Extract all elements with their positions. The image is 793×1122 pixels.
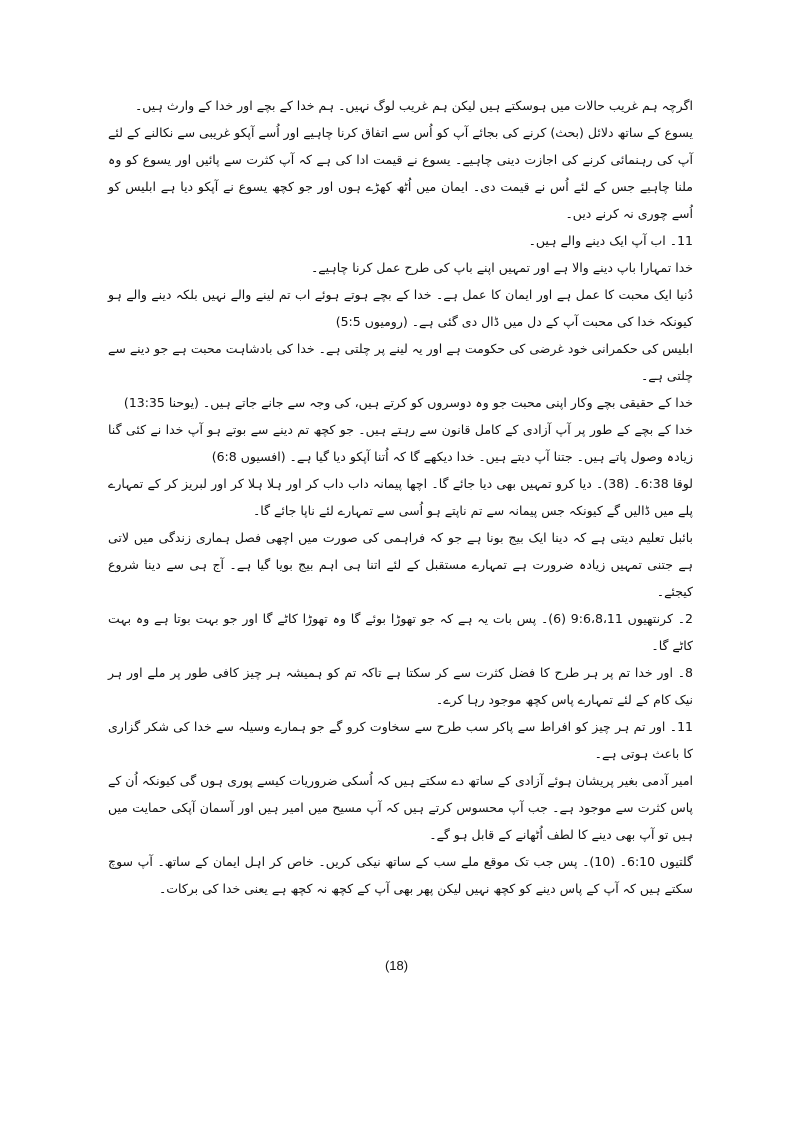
paragraph-4: خدا تمہارا باپ دینے والا ہے اور تمہیں اپنے باپ کی طرح عمل کرنا چاہیے۔ bbox=[310, 260, 693, 275]
paragraph-9: لوقا 6:38۔ (38)۔ دیا کرو تمہیں بھی دیا جائے گا۔ اچھا پیمانہ داب داب کر اور ہلا ہلا کر اور لبریز کر کے تمہارے پلے میں ڈالیں گے کیونکہ جس پیمانہ سے تم ناپتے ہو اُسی سے تمہارے لئے ناپا جائے گا۔ bbox=[108, 476, 693, 518]
paragraph-6: ابلیس کی حکمرانی خود غرضی کی حکومت ہے اور یہ لینے پر چلتی ہے۔ خدا کی بادشاہت محبت ہے جو دینے سے چلتی ہے۔ bbox=[108, 341, 693, 383]
paragraph-5: دُنیا ایک محبت کا عمل ہے اور ایمان کا عمل ہے۔ خدا کے بچے ہوتے ہوئے اب تم لینے والے نہیں بلکہ دینے والے ہو کیونکہ خدا کی محبت آپ کے دل میں ڈال دی گئی ہے۔ (رومیوں 5:5) bbox=[108, 287, 693, 329]
paragraph-10: بائبل تعلیم دیتی ہے کہ دینا ایک بیج بونا ہے جو کہ فراہمی کی صورت میں اچھی فصل ہماری زندگی میں لاتی ہے جتنی تمہیں زیادہ ضرورت ہے تمہارے مستقبل کے لئے اتنا ہی اہم بیج بویا گیا ہے۔ آج ہی سے دینا شروع کیجئے۔ bbox=[108, 530, 693, 599]
page-body bbox=[108, 92, 693, 902]
paragraph-3: 11۔ اب آپ ایک دینے والے ہیں۔ bbox=[528, 233, 693, 248]
paragraph-12: 8۔ اور خدا تم پر ہر طرح کا فضل کثرت سے کر سکتا ہے تاکہ تم کو ہمیشہ ہر چیز کافی طور پر ملے اور ہر نیک کام کے لئے تمہارے پاس کچھ موجود رہا کرے۔ bbox=[108, 665, 693, 707]
paragraph-15: گلتیوں 6:10۔ (10)۔ پس جب تک موقع ملے سب کے ساتھ نیکی کریں۔ خاص کر اہل ایمان کے ساتھ۔ آپ سوچ سکتے ہیں کہ آپ کے پاس دینے کو کچھ نہیں لیکن پھر بھی آپ کے کچھ نہ کچھ ہے یعنی خدا کی برکات۔ bbox=[108, 854, 693, 896]
paragraph-2: یسوع کے ساتھ دلائل (بحث) کرنے کی بجائے آپ کو اُس سے اتفاق کرنا چاہیے اور اُسے آپکو غریبی سے نکالنے کے لئے آپ کی رہنمائی کرنے کی اجازت دینی چاہیے۔ یسوع نے قیمت ادا کی ہے کہ آپ کثرت سے پائیں اور یسوع کو وہ ملنا چاہیے جس کے لئے اُس نے قیمت دی۔ ایمان میں اُٹھ کھڑے ہوں اور جو کچھ یسوع نے آپکو دیا ہے ابلیس کو اُسے چوری نہ کرنے دیں۔ bbox=[108, 125, 693, 221]
paragraph-11: 2۔ کرنتھیوں 9:6،8،11 (6)۔ پس بات یہ ہے کہ جو تھوڑا بوئے گا وہ تھوڑا کاٹے گا اور جو بہت بوتا ہے وہ بہت کاٹے گا۔ bbox=[108, 611, 693, 653]
paragraph-13: 11۔ اور تم ہر چیز کو افراط سے پاکر سب طرح سے سخاوت کرو گے جو ہمارے وسیلہ سے خدا کی شکر گزاری کا باعث ہوتی ہے۔ bbox=[108, 719, 693, 761]
page-number: (18) bbox=[384, 958, 409, 973]
paragraph-14: امیر آدمی بغیر پریشان ہوئے آزادی کے ساتھ دے سکتے ہیں کہ اُسکی ضروریات کیسے پوری ہوں گی کیونکہ اُن کے پاس کثرت سے موجود ہے۔ جب آپ محسوس کرتے ہیں کہ آپ مسیح میں امیر ہیں اور آسمان آپکی حمایت میں ہیں تو آپ بھی دینے کا لطف اُٹھانے کے قابل ہو گے۔ bbox=[108, 773, 693, 842]
paragraph-1: اگرچہ ہم غریب حالات میں ہوسکتے ہیں لیکن ہم غریب لوگ نہیں۔ ہم خدا کے بچے اور خدا کے وارث ہیں۔ bbox=[134, 98, 693, 113]
paragraph-8: خدا کے بچے کے طور پر آپ آزادی کے کامل قانون سے رہتے ہیں۔ جو کچھ تم دینے سے بوتے ہو آپ خدا نے کئی گنا زیادہ وصول پاتے ہیں۔ جتنا آپ دیتے ہیں۔ خدا دیکھے گا کہ اُتنا آپکو دیا گیا ہے۔ (افسیوں 6:8) bbox=[108, 422, 693, 464]
paragraph-7: خدا کے حقیقی بچے وکار اپنی محبت جو وہ دوسروں کو کرتے ہیں، کی وجہ سے جانے جاتے ہیں۔ (یوحنا 13:35) bbox=[123, 395, 693, 410]
